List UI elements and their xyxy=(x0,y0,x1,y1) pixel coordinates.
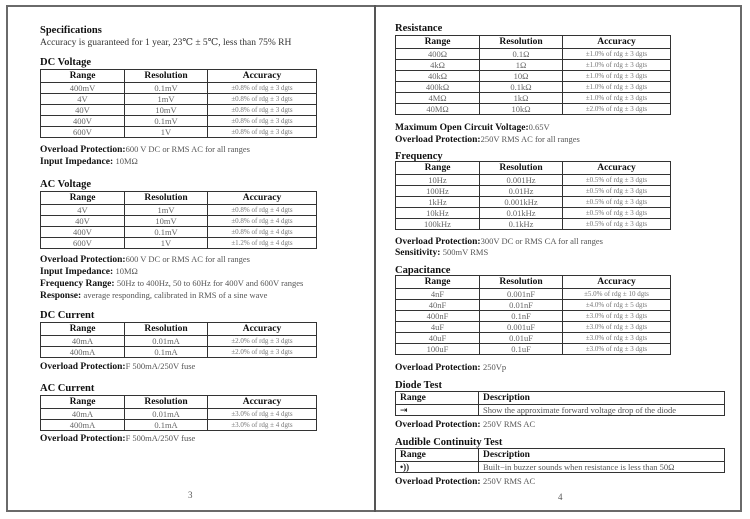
specifications-title: Specifications xyxy=(40,25,102,36)
table-row xyxy=(396,186,671,197)
ac-voltage-table xyxy=(40,191,317,249)
table-row xyxy=(396,289,671,300)
col-range: Range xyxy=(41,70,125,83)
page-number: 4 xyxy=(558,492,563,502)
page-divider xyxy=(374,5,376,512)
diode-test-title: Diode Test xyxy=(395,380,442,391)
accuracy-cell: ±0.5% of rdg ± 3 dgts xyxy=(563,219,671,230)
table-row xyxy=(396,333,671,344)
table-row xyxy=(396,344,671,355)
dc-voltage-overload xyxy=(40,144,250,156)
range-cell: 600V xyxy=(41,238,125,249)
col-range: Range xyxy=(41,323,125,336)
frequency-range-value: 50Hz to 400Hz, 50 to 60Hz for 400V and 600V ranges xyxy=(116,278,304,288)
diode-test-table xyxy=(395,391,725,416)
overload-label: Overload Protection: xyxy=(395,135,481,145)
range-cell: 40nF xyxy=(396,300,480,311)
col-accuracy: Accuracy xyxy=(208,396,317,409)
table-header-row xyxy=(41,192,317,205)
col-range: Range xyxy=(396,449,479,462)
continuity-test-table xyxy=(395,448,725,473)
overload-label: Overload Protection: xyxy=(395,237,481,247)
accuracy-cell: ±3.0% of rdg ± 3 dgts xyxy=(563,333,671,344)
diode-test-overload xyxy=(395,419,535,431)
accuracy-cell: ±5.0% of rdg ± 10 dgts xyxy=(563,289,671,300)
overload-label: Overload Protection: xyxy=(395,420,483,430)
table-row xyxy=(396,300,671,311)
ac-voltage-overload xyxy=(40,254,250,266)
resolution-cell: 0.1mV xyxy=(125,116,208,127)
resolution-cell: 0.01mA xyxy=(125,336,208,347)
resolution-cell: 0.1mA xyxy=(125,420,208,431)
range-cell: 4V xyxy=(41,205,125,216)
table-row xyxy=(396,104,671,115)
range-cell: 1kHz xyxy=(396,197,480,208)
resolution-cell: 0.1uF xyxy=(480,344,563,355)
range-cell: 40uF xyxy=(396,333,480,344)
frequency-title: Frequency xyxy=(395,151,443,162)
table-row xyxy=(396,60,671,71)
description-cell: Built−in buzzer sounds when resistance is less than 50Ω xyxy=(479,462,725,473)
accuracy-cell: ±3.0% of rdg ± 3 dgts xyxy=(563,344,671,355)
table-row xyxy=(396,208,671,219)
range-cell: 600V xyxy=(41,127,125,138)
table-row xyxy=(41,347,317,358)
range-cell: 100kHz xyxy=(396,219,480,230)
accuracy-cell: ±0.8% of rdg ± 4 dgts xyxy=(208,205,317,216)
col-range: Range xyxy=(396,276,480,289)
dc-voltage-impedance xyxy=(40,156,138,168)
overload-value: 250Vp xyxy=(482,362,507,372)
table-row xyxy=(396,311,671,322)
col-resolution: Resolution xyxy=(480,36,563,49)
col-resolution: Resolution xyxy=(125,323,208,336)
capacitance-table xyxy=(395,275,671,355)
impedance-value: 10MΩ xyxy=(115,156,138,166)
accuracy-cell: ±1.0% of rdg ± 3 dgts xyxy=(563,60,671,71)
range-cell: 400mA xyxy=(41,347,125,358)
range-cell: 40V xyxy=(41,105,125,116)
resolution-cell: 1V xyxy=(125,238,208,249)
table-header-row xyxy=(396,36,671,49)
table-row xyxy=(396,405,725,416)
table-header-row xyxy=(396,449,725,462)
accuracy-cell: ±3.0% of rdg ± 4 dgts xyxy=(208,420,317,431)
range-cell xyxy=(396,462,479,473)
accuracy-cell: ±0.5% of rdg ± 3 dgts xyxy=(563,186,671,197)
range-cell: 4V xyxy=(41,94,125,105)
resolution-cell: 1kΩ xyxy=(480,93,563,104)
diode-icon: ⇥ xyxy=(400,405,408,415)
accuracy-cell: ±0.8% of rdg ± 3 dgts xyxy=(208,127,317,138)
ac-voltage-impedance xyxy=(40,266,138,278)
range-cell: 40MΩ xyxy=(396,104,480,115)
resolution-cell: 0.01Hz xyxy=(480,186,563,197)
accuracy-cell: ±2.0% of rdg ± 3 dgts xyxy=(208,336,317,347)
response-value: average responding, calibrated in RMS of a sine wave xyxy=(83,290,268,300)
resolution-cell: 0.1Ω xyxy=(480,49,563,60)
ac-current-table xyxy=(40,395,317,431)
resolution-cell: 0.01mA xyxy=(125,409,208,420)
resolution-cell: 0.1mV xyxy=(125,227,208,238)
accuracy-cell: ±0.8% of rdg ± 3 dgts xyxy=(208,94,317,105)
overload-value: 300V DC or RMS CA for all ranges xyxy=(480,236,603,246)
resolution-cell: 1mV xyxy=(125,94,208,105)
accuracy-cell: ±0.8% of rdg ± 4 dgts xyxy=(208,216,317,227)
ac-voltage-response xyxy=(40,290,267,302)
range-cell: 40V xyxy=(41,216,125,227)
resolution-cell: 10kΩ xyxy=(480,104,563,115)
overload-label: Overload Protection: xyxy=(395,477,483,487)
range-cell: 4nF xyxy=(396,289,480,300)
range-cell: 4uF xyxy=(396,322,480,333)
accuracy-cell: ±1.0% of rdg ± 3 dgts xyxy=(563,93,671,104)
col-resolution: Resolution xyxy=(480,276,563,289)
overload-label: Overload Protection: xyxy=(40,362,126,372)
table-row xyxy=(396,197,671,208)
range-cell: 400kΩ xyxy=(396,82,480,93)
impedance-label: Input Impedance: xyxy=(40,157,116,167)
table-row xyxy=(41,336,317,347)
overload-label: Overload Protection: xyxy=(40,255,126,265)
range-cell: 100Hz xyxy=(396,186,480,197)
range-cell: 40mA xyxy=(41,409,125,420)
accuracy-cell: ±1.0% of rdg ± 3 dgts xyxy=(563,82,671,93)
col-range: Range xyxy=(396,162,480,175)
accuracy-cell: ±0.5% of rdg ± 3 dgts xyxy=(563,197,671,208)
table-row xyxy=(41,409,317,420)
resolution-cell: 0.1nF xyxy=(480,311,563,322)
accuracy-cell: ±2.0% of rdg ± 3 dgts xyxy=(563,104,671,115)
overload-value: 250V RMS AC xyxy=(482,419,536,429)
col-description: Description xyxy=(479,449,725,462)
col-resolution: Resolution xyxy=(125,396,208,409)
range-cell: 400mA xyxy=(41,420,125,431)
col-resolution: Resolution xyxy=(125,192,208,205)
resistance-table xyxy=(395,35,671,115)
table-row xyxy=(41,216,317,227)
page-number: 3 xyxy=(188,490,193,500)
accuracy-cell: ±0.5% of rdg ± 3 dgts xyxy=(563,208,671,219)
resolution-cell: 0.001Hz xyxy=(480,175,563,186)
table-header-row xyxy=(41,396,317,409)
accuracy-cell: ±3.0% of rdg ± 3 dgts xyxy=(563,322,671,333)
range-cell: 10kHz xyxy=(396,208,480,219)
accuracy-cell: ±0.8% of rdg ± 3 dgts xyxy=(208,116,317,127)
overload-label: Overload Protection: xyxy=(40,145,126,155)
resolution-cell: 0.01nF xyxy=(480,300,563,311)
table-row xyxy=(41,205,317,216)
resistance-open-circuit-voltage xyxy=(395,122,550,134)
frequency-range-label: Frequency Range: xyxy=(40,279,117,289)
resolution-cell: 0.001uF xyxy=(480,322,563,333)
dc-voltage-title: DC Voltage xyxy=(40,57,92,68)
col-accuracy: Accuracy xyxy=(563,276,671,289)
description-cell: Show the approximate forward voltage drop of the diode xyxy=(479,405,725,416)
overload-label: Overload Protection: xyxy=(395,363,483,373)
table-row xyxy=(396,219,671,230)
ac-voltage-frequency-range xyxy=(40,278,303,290)
table-row xyxy=(41,420,317,431)
continuity-test-overload xyxy=(395,476,535,488)
dc-current-table xyxy=(40,322,317,358)
table-row xyxy=(41,227,317,238)
table-row xyxy=(396,82,671,93)
response-label: Response: xyxy=(40,291,84,301)
col-range: Range xyxy=(41,396,125,409)
open-circuit-label: Maximum Open Circuit Voltage: xyxy=(395,123,529,133)
accuracy-cell: ±3.0% of rdg ± 3 dgts xyxy=(563,311,671,322)
continuity-test-title: Audible Continuity Test xyxy=(395,437,503,448)
table-row xyxy=(41,94,317,105)
table-header-row xyxy=(41,323,317,336)
accuracy-cell: ±0.8% of rdg ± 3 dgts xyxy=(208,83,317,94)
range-cell: 400Ω xyxy=(396,49,480,60)
range-cell: 400V xyxy=(41,116,125,127)
range-cell: 40mA xyxy=(41,336,125,347)
accuracy-cell: ±1.0% of rdg ± 3 dgts xyxy=(563,71,671,82)
open-circuit-value: 0.65V xyxy=(528,122,550,132)
buzzer-icon: •)) xyxy=(400,462,410,472)
table-row xyxy=(396,71,671,82)
resolution-cell: 1Ω xyxy=(480,60,563,71)
capacitance-title: Capacitance xyxy=(395,265,451,276)
dc-current-title: DC Current xyxy=(40,310,95,321)
resolution-cell: 10mV xyxy=(125,105,208,116)
table-row xyxy=(41,127,317,138)
col-accuracy: Accuracy xyxy=(208,323,317,336)
resolution-cell: 0.1mA xyxy=(125,347,208,358)
resolution-cell: 0.1kΩ xyxy=(480,82,563,93)
resolution-cell: 10Ω xyxy=(480,71,563,82)
table-row xyxy=(41,105,317,116)
accuracy-cell: ±0.8% of rdg ± 4 dgts xyxy=(208,227,317,238)
overload-label: Overload Protection: xyxy=(40,434,126,444)
sensitivity-value: 500mV RMS xyxy=(442,247,489,257)
range-cell: 4MΩ xyxy=(396,93,480,104)
range-cell: 40kΩ xyxy=(396,71,480,82)
accuracy-cell: ±3.0% of rdg ± 4 dgts xyxy=(208,409,317,420)
col-accuracy: Accuracy xyxy=(208,70,317,83)
resistance-overload xyxy=(395,134,580,146)
resolution-cell: 0.001nF xyxy=(480,289,563,300)
overload-value: F 500mA/250V fuse xyxy=(125,433,196,443)
col-accuracy: Accuracy xyxy=(208,192,317,205)
table-header-row xyxy=(396,162,671,175)
ac-current-title: AC Current xyxy=(40,383,95,394)
table-row xyxy=(41,116,317,127)
accuracy-cell: ±0.8% of rdg ± 3 dgts xyxy=(208,105,317,116)
table-row xyxy=(396,462,725,473)
table-row xyxy=(41,238,317,249)
accuracy-cell: ±1.2% of rdg ± 4 dgts xyxy=(208,238,317,249)
range-cell xyxy=(396,405,479,416)
accuracy-cell: ±2.0% of rdg ± 3 dgts xyxy=(208,347,317,358)
accuracy-intro: Accuracy is guaranteed for 1 year, 23℃ ± 5℃, less than 75% RH xyxy=(40,38,292,48)
sensitivity-label: Sensitivity: xyxy=(395,248,443,258)
range-cell: 400V xyxy=(41,227,125,238)
table-row xyxy=(396,175,671,186)
table-header-row xyxy=(41,70,317,83)
col-resolution: Resolution xyxy=(480,162,563,175)
col-range: Range xyxy=(41,192,125,205)
ac-voltage-title: AC Voltage xyxy=(40,179,92,190)
frequency-sensitivity xyxy=(395,247,488,259)
dc-current-overload xyxy=(40,361,195,373)
col-description: Description xyxy=(479,392,725,405)
col-range: Range xyxy=(396,392,479,405)
resolution-cell: 1V xyxy=(125,127,208,138)
overload-value: 600 V DC or RMS AC for all ranges xyxy=(125,254,250,264)
range-cell: 4kΩ xyxy=(396,60,480,71)
resistance-title: Resistance xyxy=(395,23,443,34)
resolution-cell: 1mV xyxy=(125,205,208,216)
accuracy-cell: ±1.0% of rdg ± 3 dgts xyxy=(563,49,671,60)
capacitance-overload xyxy=(395,362,506,374)
range-cell: 400mV xyxy=(41,83,125,94)
resolution-cell: 10mV xyxy=(125,216,208,227)
resolution-cell: 0.01kHz xyxy=(480,208,563,219)
col-resolution: Resolution xyxy=(125,70,208,83)
overload-value: F 500mA/250V fuse xyxy=(125,361,196,371)
frequency-table xyxy=(395,161,671,230)
dc-voltage-table xyxy=(40,69,317,138)
resolution-cell: 0.01uF xyxy=(480,333,563,344)
range-cell: 400nF xyxy=(396,311,480,322)
table-row xyxy=(396,49,671,60)
resolution-cell: 0.001kHz xyxy=(480,197,563,208)
table-row xyxy=(396,322,671,333)
accuracy-cell: ±4.0% of rdg ± 5 dgts xyxy=(563,300,671,311)
table-row xyxy=(41,83,317,94)
overload-value: 600 V DC or RMS AC for all ranges xyxy=(125,144,250,154)
col-accuracy: Accuracy xyxy=(563,36,671,49)
ac-current-overload xyxy=(40,433,195,445)
col-range: Range xyxy=(396,36,480,49)
range-cell: 100uF xyxy=(396,344,480,355)
impedance-label: Input Impedance: xyxy=(40,267,116,277)
table-row xyxy=(396,93,671,104)
table-header-row xyxy=(396,276,671,289)
accuracy-cell: ±0.5% of rdg ± 3 dgts xyxy=(563,175,671,186)
impedance-value: 10MΩ xyxy=(115,266,138,276)
col-accuracy: Accuracy xyxy=(563,162,671,175)
range-cell: 10Hz xyxy=(396,175,480,186)
resolution-cell: 0.1kHz xyxy=(480,219,563,230)
overload-value: 250V RMS AC for all ranges xyxy=(480,134,580,144)
table-header-row xyxy=(396,392,725,405)
resolution-cell: 0.1mV xyxy=(125,83,208,94)
overload-value: 250V RMS AC xyxy=(482,476,536,486)
